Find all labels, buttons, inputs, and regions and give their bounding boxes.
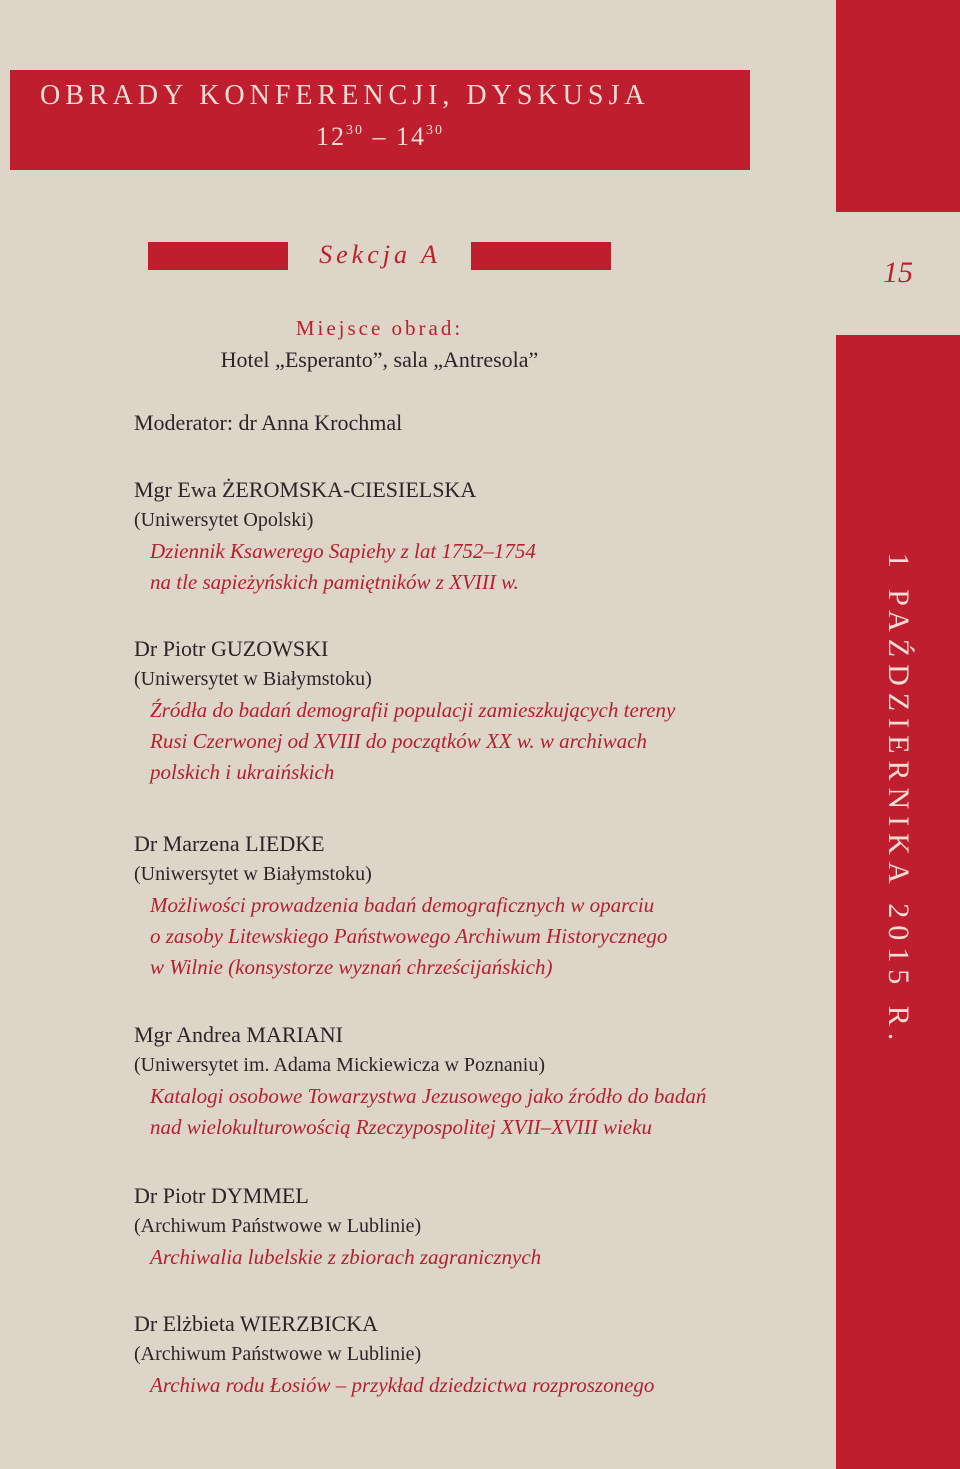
time-separator: – bbox=[364, 122, 396, 151]
section-bar-right bbox=[471, 242, 611, 270]
speaker-name: Dr Piotr GUZOWSKI bbox=[134, 636, 329, 661]
talk-title-line: Dziennik Ksawerego Sapiehy z lat 1752–1754 bbox=[150, 539, 536, 563]
time-start-hour: 12 bbox=[316, 122, 346, 151]
header-banner bbox=[10, 70, 750, 170]
speaker-name: Mgr Andrea MARIANI bbox=[134, 1022, 343, 1047]
speaker-entry bbox=[134, 633, 814, 788]
talk-title-line: na tle sapieżyńskich pamiętników z XVIII w. bbox=[150, 570, 519, 594]
section-bar-left bbox=[148, 242, 288, 270]
speaker-name: Dr Elżbieta WIERZBICKA bbox=[134, 1311, 378, 1336]
talk-title-line: Archiwalia lubelskie z zbiorach zagranicznych bbox=[150, 1245, 542, 1269]
speaker-entry bbox=[134, 1308, 814, 1401]
section-title: Sekcja A bbox=[319, 240, 441, 269]
venue-value: Hotel „Esperanto”, sala „Antresola” bbox=[220, 347, 539, 372]
speaker-entry bbox=[134, 1019, 814, 1143]
session-time bbox=[10, 122, 750, 152]
talk-title-line: polskich i ukraińskich bbox=[150, 760, 335, 784]
moderator: Moderator: dr Anna Krochmal bbox=[134, 410, 403, 435]
talk-title-line: Możliwości prowadzenia badań demograficznych w oparciu bbox=[150, 893, 655, 917]
speaker-institution: (Archiwum Państwowe w Lublinie) bbox=[134, 1343, 422, 1365]
talk-title-line: o zasoby Litewskiego Państwowego Archiwum Historycznego bbox=[150, 924, 668, 948]
venue-label: Miejsce obrad: bbox=[295, 316, 464, 340]
talk-title-line: nad wielokulturowością Rzeczypospolitej XVII–XVIII wieku bbox=[150, 1115, 652, 1139]
talk-title-line: Archiwa rodu Łosiów – przykład dziedzictwa rozproszonego bbox=[150, 1373, 655, 1397]
time-end-hour: 14 bbox=[396, 122, 426, 151]
speaker-entry bbox=[134, 828, 814, 983]
speaker-name: Dr Marzena LIEDKE bbox=[134, 831, 325, 856]
speaker-name: Dr Piotr DYMMEL bbox=[134, 1183, 309, 1208]
talk-title-line: w Wilnie (konsystorze wyznań chrześcijańskich) bbox=[150, 955, 553, 979]
speaker-institution: (Archiwum Państwowe w Lublinie) bbox=[134, 1215, 422, 1237]
date-vertical-label: 1 PAŹDZIERNIKA 2015 R. bbox=[882, 552, 915, 1048]
speaker-institution: (Uniwersytet Opolski) bbox=[134, 509, 314, 531]
talk-title-line: Katalogi osobowe Towarzystwa Jezusowego jako źródło do badań bbox=[150, 1084, 707, 1108]
page-number: 15 bbox=[883, 256, 913, 289]
speaker-name: Mgr Ewa ŻEROMSKA-CIESIELSKA bbox=[134, 477, 477, 502]
time-start-minutes: 30 bbox=[346, 123, 364, 138]
speaker-entry bbox=[134, 1180, 814, 1273]
talk-title-line: Rusi Czerwonej od XVIII do początków XX w. w archiwach bbox=[150, 729, 647, 753]
side-strip-top bbox=[836, 0, 960, 212]
speaker-entry bbox=[134, 474, 814, 598]
talk-title-line: Źródła do badań demografii populacji zamieszkujących tereny bbox=[150, 698, 676, 722]
speaker-institution: (Uniwersytet w Białymstoku) bbox=[134, 863, 372, 885]
speaker-institution: (Uniwersytet w Białymstoku) bbox=[134, 668, 372, 690]
speaker-institution: (Uniwersytet im. Adama Mickiewicza w Poznaniu) bbox=[134, 1054, 545, 1076]
time-end-minutes: 30 bbox=[426, 123, 444, 138]
header-title: OBRADY KONFERENCJI, DYSKUSJA bbox=[40, 80, 650, 111]
